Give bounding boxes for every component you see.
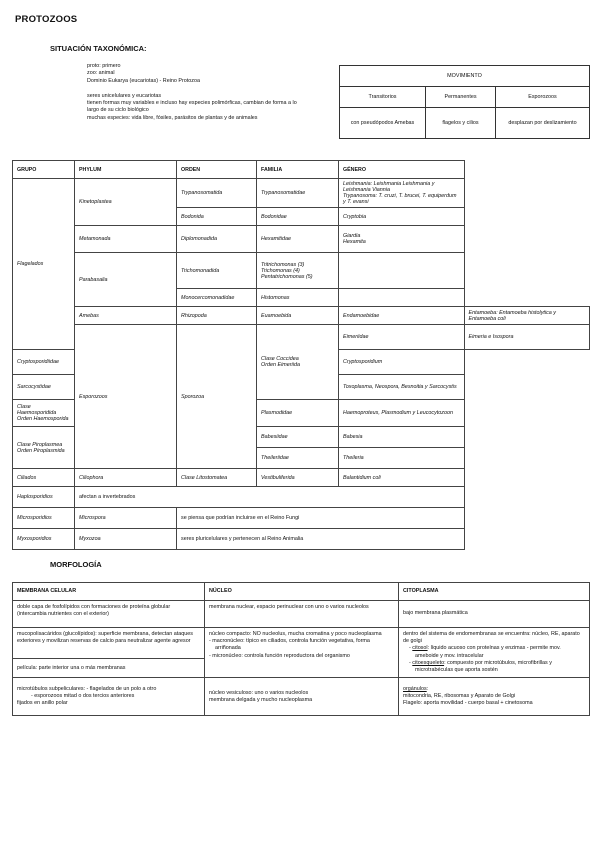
note-cell: seres pluricelulares y pertenecen al Reino Animalia: [177, 529, 465, 550]
movement-cell: con pseudópodos Amebas: [340, 108, 426, 139]
phylum-cell: Sporozoa: [177, 325, 257, 469]
phylum-cell: Myxozoa: [75, 529, 177, 550]
genero-cell: Leishmania: Leishmania Leishmania y Leishmania Viannia Trypanosoma: T. cruzi, T. brucei, T. equiperdum y T. evansi: [339, 179, 465, 208]
note-line: tienen formas muy variables e incluso hay especies polimórficas, cambian de forma a lo: [87, 100, 297, 107]
grupo-cell: Esporozoos: [75, 325, 177, 469]
movement-header: Permanentes: [426, 87, 496, 108]
familia-cell: Eimeriidae: [339, 325, 465, 350]
membrana-cell: mucopolisacáridos (glucolípidos): superficie membrana, detectan ataques exteriores y movilizan reservas de calcio para neutralizar agente agresor: [13, 628, 205, 659]
genero-cell: Toxoplasma, Neospora, Besnoitia y Sarcocystis: [339, 375, 465, 400]
citoplasma-cell: bajo membrana plasmática: [399, 601, 590, 628]
genero-cell: [339, 253, 465, 289]
grupo-cell: Flagelados: [13, 179, 75, 350]
orden-cell: Diplomonadida: [177, 226, 257, 253]
familia-cell: Tritrichomonas (3) Trichomonas (4) Pentatrichomonas (5): [257, 253, 339, 289]
familia-cell: Theileriidae: [257, 448, 339, 469]
phylum-cell: Ciliophora: [75, 469, 177, 487]
nucleo-cell: núcleo vesiculoso: uno o varios nucleolos membrana delgada y mucho nucleoplasma: [205, 678, 399, 716]
nucleo-cell: núcleo compacto: NO nucleolus, mucha cromatina y poco nucleoplasma - macronúcleo: típico en ciliados, controla función vegetativa, forma arriñonada - micronúcleo: controla función reproductora del organismo: [205, 628, 399, 678]
morphology-table: [12, 582, 590, 716]
orden-cell: Bodonida: [177, 208, 257, 226]
column-header: GRUPO: [13, 161, 75, 179]
genero-cell: Cryptobia: [339, 208, 465, 226]
orden-cell: Clase Haemosporidida Orden Haemosporida: [13, 400, 75, 427]
citoplasma-cell: dentro del sistema de endomembranas se encuentra: núcleo, RE, aparato de golgi - citosol: líquido acuoso con proteínas y enzimas - permite mov. ameboide y mov. intracelular - citoesqueleto: compuesto por microtúbulos, microfibrillas y microtrabéculas que aporta sostén: [399, 628, 590, 678]
membrana-cell: microtúbulos subpeliculares: - flagelados de un polo a otro - esporozoos mitad o dos tercios anteriores fijados en anillo polar: [13, 678, 205, 716]
grupo-cell: Microsporidios: [13, 508, 75, 529]
column-header: GÉNERO: [339, 161, 465, 179]
orden-cell: Euamoebida: [257, 307, 339, 325]
movement-cell: flagelos y cilios: [426, 108, 496, 139]
movement-header: Transitorios: [340, 87, 426, 108]
movement-header: Esporozoos: [496, 87, 590, 108]
familia-cell: Cryptosporidiidae: [13, 350, 75, 375]
grupo-cell: Myxosporidios: [13, 529, 75, 550]
phylum-cell: Kinetoplastea: [75, 179, 177, 226]
genero-cell: Eimeria e Isospora: [464, 325, 590, 350]
orden-cell: Clase Coccidea Orden Eimeriida: [257, 325, 339, 400]
phylum-cell: Metamonada: [75, 226, 177, 253]
genero-cell: Giardia Hexamita: [339, 226, 465, 253]
familia-cell: Plasmodidae: [257, 400, 339, 427]
note-line: seres unicelulares y eucariotas: [87, 92, 162, 99]
column-header: NÚCLEO: [205, 583, 399, 601]
note-cell: afectan a invertebrados: [75, 487, 465, 508]
phylum-cell: Microspora: [75, 508, 177, 529]
morphology-heading: MORFOLOGÍA: [50, 560, 102, 569]
phylum-cell: Rhizopoda: [177, 307, 257, 325]
genero-cell: Babesia: [339, 427, 465, 448]
familia-cell: Bodonidae: [257, 208, 339, 226]
genero-cell: Balantidium coli: [339, 469, 465, 487]
column-header: FAMILIA: [257, 161, 339, 179]
familia-cell: Sarcocystidae: [13, 375, 75, 400]
orden-cell: Trichomonadida: [177, 253, 257, 289]
familia-cell: Babesiidae: [257, 427, 339, 448]
movement-cell: desplazan por deslizamiento: [496, 108, 590, 139]
column-header: CITOPLASMA: [399, 583, 590, 601]
orden-cell: Clase Piroplasmea Orden Piroplasmida: [13, 427, 75, 469]
phylum-cell: Parabasalia: [75, 253, 177, 307]
genero-cell: [339, 289, 465, 307]
orden-cell: Clase Litostomatea: [177, 469, 257, 487]
familia-cell: Vestibuliferida: [257, 469, 339, 487]
genero-cell: Cryptosporidium: [339, 350, 465, 375]
note-line: largo de su ciclo biológico: [87, 107, 149, 114]
membrana-cell: película: parte interior una o más membranas: [13, 659, 205, 678]
note-line: proto: primero: [87, 63, 121, 69]
page-title: PROTOZOOS: [15, 14, 78, 25]
genero-cell: Haemoproteus, Plasmodium y Leucocytozoon: [339, 400, 465, 427]
note-cell: se piensa que podrían incluirse en el Reino Fungi: [177, 508, 465, 529]
nucleo-cell: membrana nuclear, espacio perinuclear con uno o varios nucleolos: [205, 601, 399, 628]
familia-cell: Histomonas: [257, 289, 339, 307]
taxonomy-notes: [87, 63, 297, 122]
genero-cell: Theileria: [339, 448, 465, 469]
column-header: PHYLUM: [75, 161, 177, 179]
note-line: Dominio Eukarya (eucariotas) - Reino Protozoa: [87, 77, 200, 84]
orden-cell: Trypanosomatida: [177, 179, 257, 208]
column-header: ORDEN: [177, 161, 257, 179]
movement-title: MOVIMIENTO: [340, 66, 590, 87]
familia-cell: Endamoebidae: [339, 307, 465, 325]
column-header: MEMBRANA CELULAR: [13, 583, 205, 601]
genero-cell: Entamoeba: Entamoeba histolytica y Entamoeba coli: [464, 307, 590, 325]
orden-cell: Monocercomonadidae: [177, 289, 257, 307]
classification-table: [12, 160, 590, 550]
note-line: zoo: animal: [87, 70, 115, 77]
membrana-cell: doble capa de fosfolípidos con formaciones de proteína globular (intercambia nutrientes con el exterior): [13, 601, 205, 628]
familia-cell: Hexamitidae: [257, 226, 339, 253]
grupo-cell: Haplosporidios: [13, 487, 75, 508]
citoplasma-cell: orgánulos: mitocondria, RE, ribosomas y Aparato de Golgi Flagelo: aporta movilidad - cuerpo basal + cinetosoma: [399, 678, 590, 716]
note-line: muchas especies: vida libre, fósiles, parásitos de plantas y de animales: [87, 114, 258, 121]
grupo-cell: Ciliados: [13, 469, 75, 487]
familia-cell: Trypanosomatidae: [257, 179, 339, 208]
grupo-cell: Amebas: [75, 307, 177, 325]
movement-table: [339, 65, 590, 139]
taxonomy-heading: SITUACIÓN TAXONÓMICA:: [50, 44, 147, 53]
